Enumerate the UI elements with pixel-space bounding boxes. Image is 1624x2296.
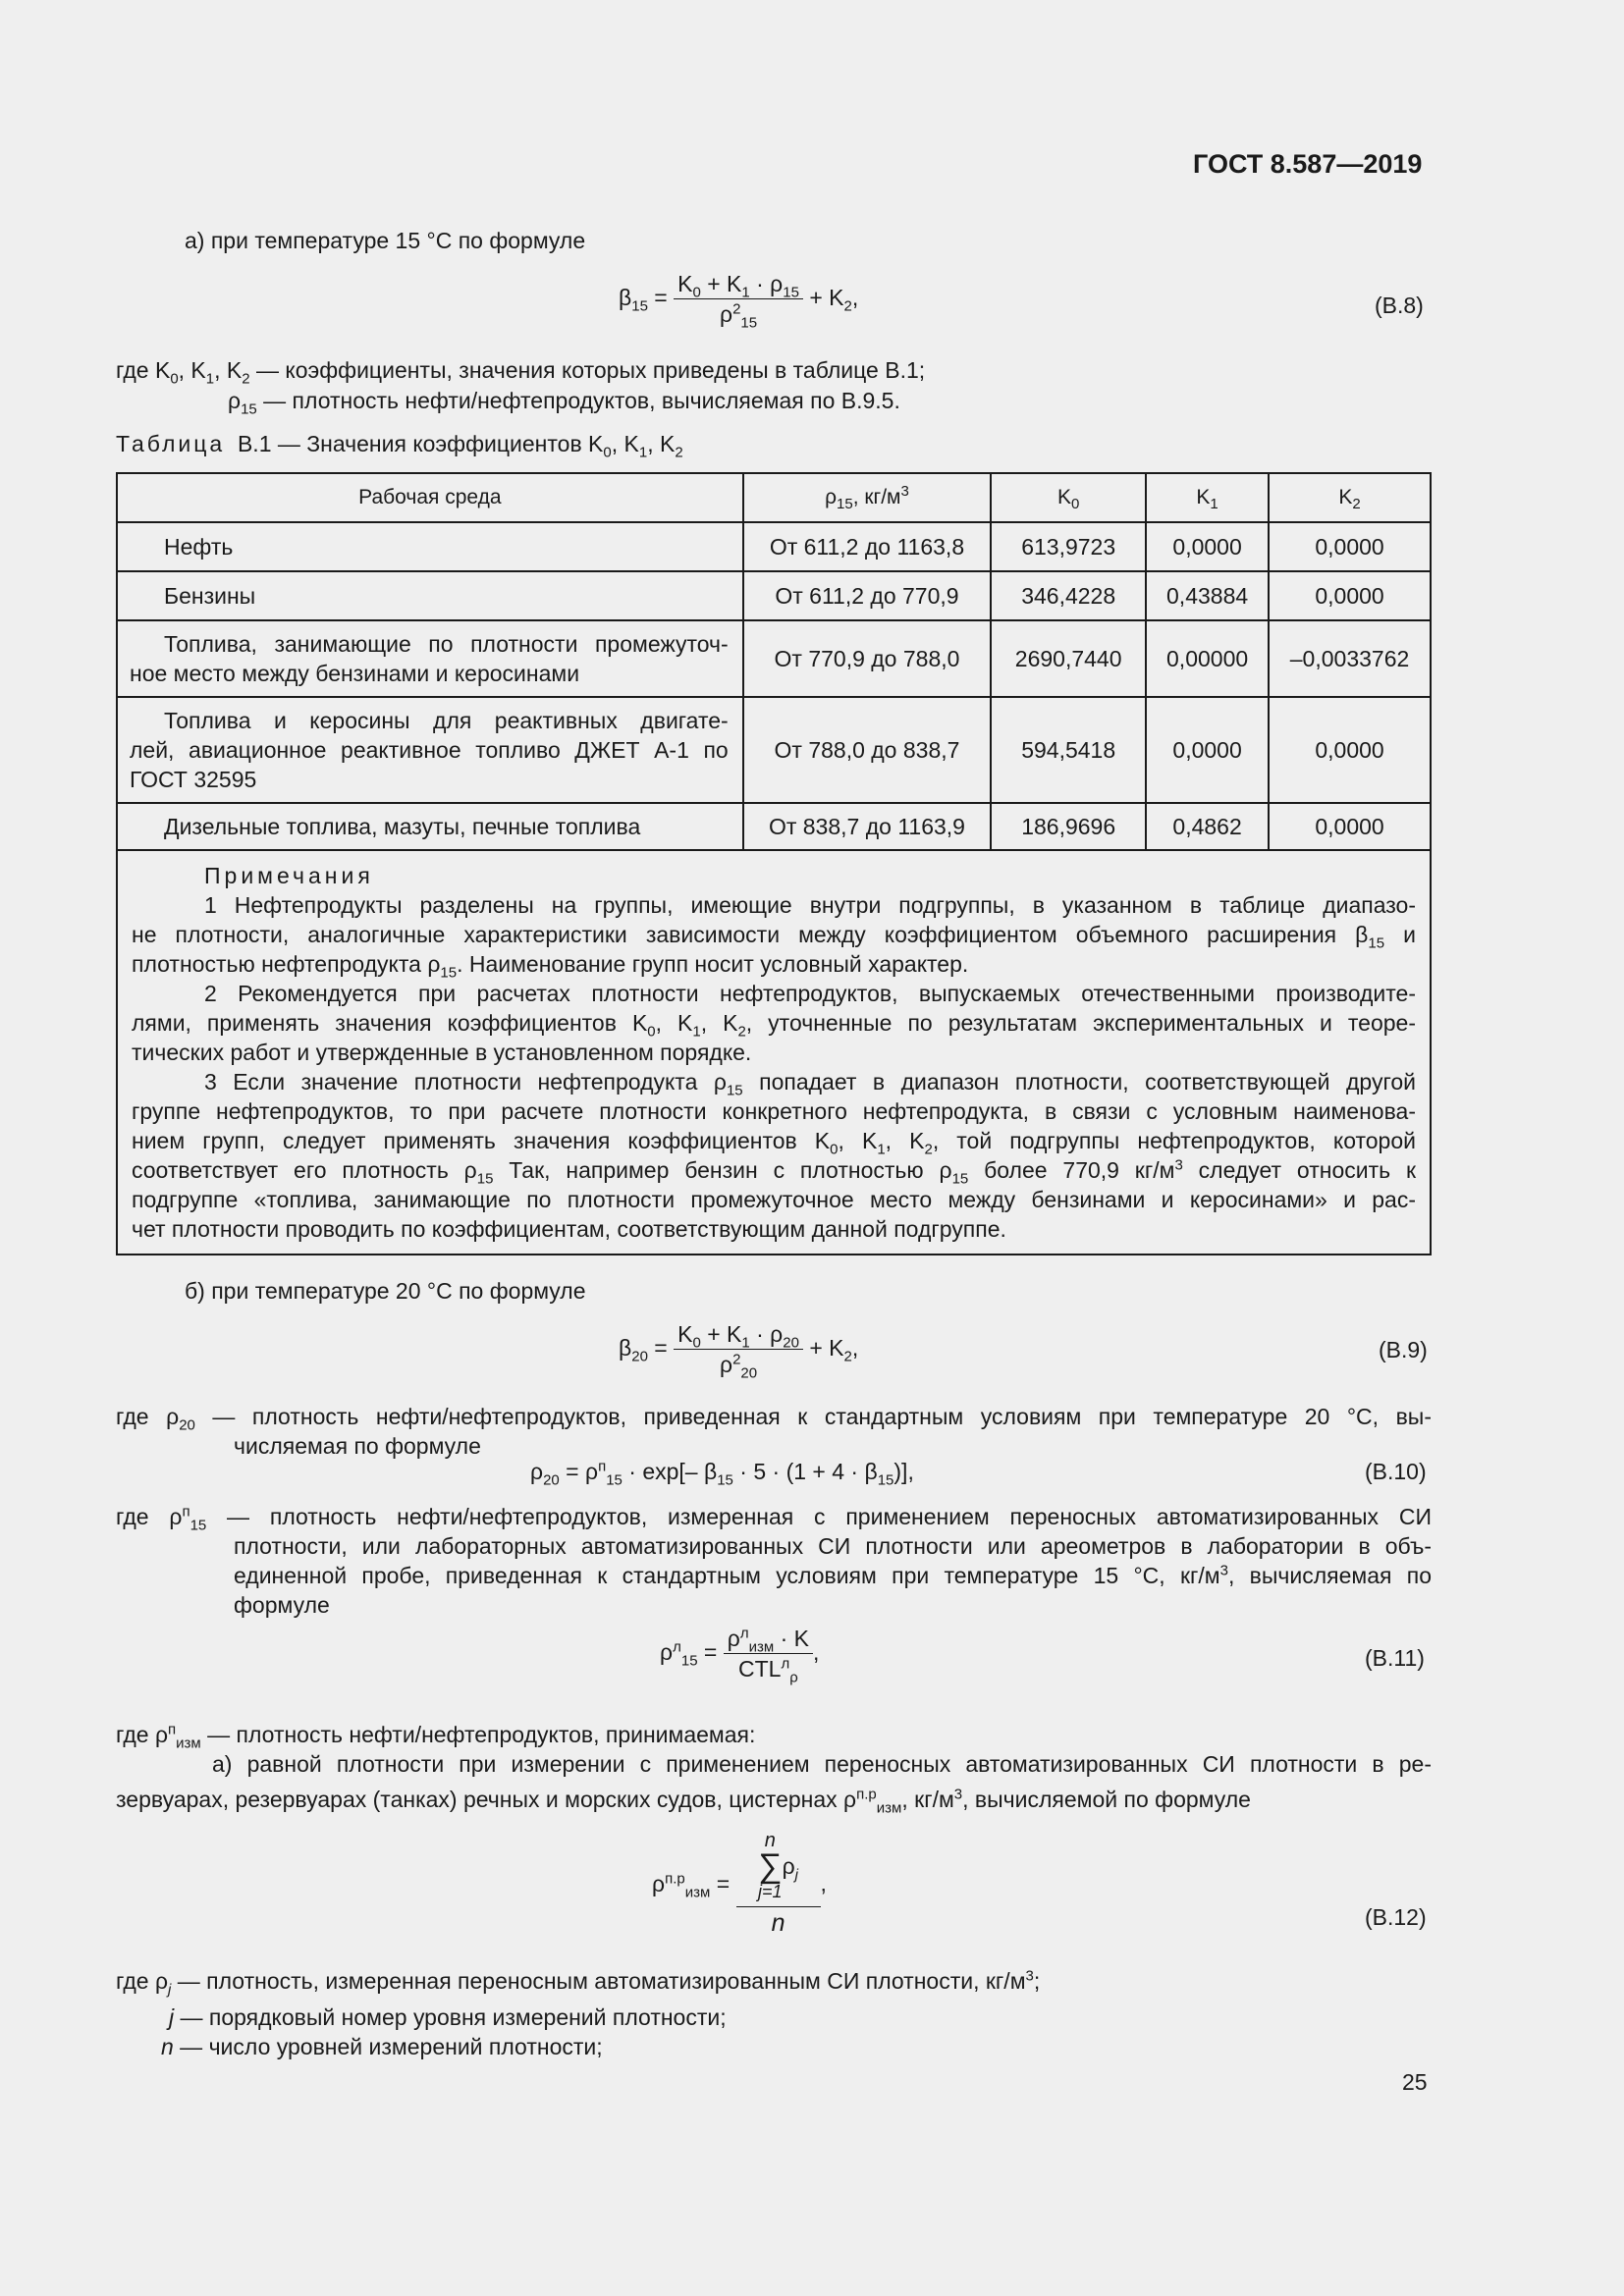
formula-b10: $\rho_{20} = \rho^п_{15} \cdot \exp[-$ $\beta_{15} \cdot 5 \cdot (1 + 4 \cdot \beta_{15})$],	[530, 1458, 914, 1489]
row-k1: 0,0000	[1146, 697, 1269, 803]
table-header-row	[117, 473, 1431, 522]
row-k2: –0,0033762	[1269, 620, 1431, 697]
row-k2: 0,0000	[1269, 571, 1431, 620]
row-k0: 186,9696	[991, 803, 1146, 850]
note-3-line: нием групп, следует применять значения коэффициентов $K_0$, $K_1$, $K_2$, той подгруппы нефтепродуктов, которой	[132, 1128, 1416, 1158]
table-notes-row	[117, 850, 1431, 1255]
row-k2: 0,0000	[1269, 522, 1431, 571]
item-a-text: а) при температуре 15 °С по формуле	[185, 228, 586, 253]
row-k2: 0,0000	[1269, 697, 1431, 803]
note-1-line: 1 Нефтепродукты разделены на группы, имеющие внутри подгруппы, в указанном в таблице диапазо-	[204, 892, 1416, 918]
row-k1: 0,4862	[1146, 803, 1269, 850]
item-b-text: б) при температуре 20 °С по формуле	[185, 1278, 586, 1304]
where-b11-a-line1: а) равной плотности при измерении с применением переносных автоматизированных СИ плотности в ре-	[212, 1751, 1432, 1777]
row-k1: 0,0000	[1146, 522, 1269, 571]
formula-b9-number: (В.9)	[1379, 1337, 1428, 1362]
note-1-line: плотностью нефтепродукта $\rho_{15}$. Наименование групп носит условный характер.	[132, 951, 969, 982]
notes-title: Примечания	[204, 863, 374, 888]
where-b10-line4: формуле	[234, 1592, 330, 1618]
formula-b9: $\beta_{20}$ = $\frac{K_0 + K_1 \cdot \rho_{20}}{\rho^2_{20}}$ + $K_2$,	[619, 1321, 859, 1382]
header-density: $\rho_{15}$, $кг/м^3$	[743, 473, 992, 522]
row-k1: 0,00000	[1146, 620, 1269, 697]
row-range: От 611,2 до 770,9	[743, 571, 992, 620]
formula-b12: $\rho^{п.р}_{изм}$ = n ∑ j=1 $\rho_j$ n ,	[652, 1830, 827, 1937]
where-b11-a-line2: зервуарах, резервуарах (танках) речных и морских судов, цистернах $\rho^{п.р}_{изм}$, $кг/м^3$, вычисляемой по формуле	[116, 1786, 1251, 1817]
where-b12-line3: n — число уровней измерений плотности;	[161, 2034, 603, 2059]
note-2-line: тических работ и утвержденные в установленном порядке.	[132, 1040, 752, 1065]
row-medium: Топлива, занимающие по плотности промежуточ- ное место между бензинами и керосинами	[117, 620, 743, 697]
row-range: От 611,2 до 1163,8	[743, 522, 992, 571]
where-b12-line2: j — порядковый номер уровня измерений плотности;	[169, 2004, 727, 2030]
note-3-line: соответствует его плотность $\rho_{15}$ Так, например бензин с плотностью $\rho_{15}$ более 770,9 $кг/м^3$ следует относить к	[132, 1156, 1417, 1188]
where-b10-line1: где $\rho^п_{15}$ — плотность нефти/нефтепродуктов, измеренная с применением переносных автоматизированных СИ	[116, 1503, 1432, 1534]
note-3-line: подгруппе «топлива, занимающие по плотности промежуточное место между бензинами и керосинами» и рас-	[132, 1187, 1416, 1212]
table-notes	[117, 850, 1431, 1255]
formula-b8: $\beta_{15}$ = $\frac{K_0 + K_1 \cdot \rho_{15}}{\rho^2_{15}}$ + $K_2$,	[619, 271, 859, 332]
where-b9-line2: числяемая по формуле	[234, 1433, 481, 1459]
formula-b10-number: (В.10)	[1365, 1459, 1427, 1484]
header-medium: Рабочая среда	[117, 473, 743, 522]
row-medium: Дизельные топлива, мазуты, печные топлива	[117, 803, 743, 850]
row-k1: 0,43884	[1146, 571, 1269, 620]
row-range: От 770,9 до 788,0	[743, 620, 992, 697]
row-k0: 346,4228	[991, 571, 1146, 620]
table-caption: Таблица В.1 — Значения коэффициентов $K_0$, $K_1$, $K_2$	[116, 431, 683, 461]
formula-b11: $\rho^л_{15}$ = $\frac{\rho^л_{изм} \cdot K}{CTL^л_\rho}$ ,	[660, 1625, 820, 1686]
header-k2: $K_2$	[1269, 473, 1431, 522]
note-2-line: лями, применять значения коэффициентов $K_0$, $K_1$, $K_2$, уточненные по результатам экспериментальных и теоре-	[132, 1010, 1416, 1041]
header-k1: $K_1$	[1146, 473, 1269, 522]
where-b8-line2: $\rho_{15}$ — плотность нефти/нефтепродуктов, вычисляемая по В.9.5.	[228, 388, 900, 418]
where-b12-line1: где $\rho_j$ — плотность, измеренная переносным автоматизированным СИ плотности, $кг/м^3$;	[116, 1967, 1041, 1999]
where-b11-line1: где $\rho^п_{изм}$ — плотность нефти/нефтепродуктов, принимаемая:	[116, 1721, 756, 1752]
row-k0: 2690,7440	[991, 620, 1146, 697]
table-row	[117, 803, 1431, 850]
row-medium: Топлива и керосины для реактивных двигате- лей, авиационное реактивное топливо ДЖЕТ А-1 по ГОСТ 32595	[117, 697, 743, 803]
table-row	[117, 571, 1431, 620]
coefficients-table	[116, 472, 1432, 1255]
formula-b12-number: (В.12)	[1365, 1904, 1427, 1930]
row-k2: 0,0000	[1269, 803, 1431, 850]
row-range: От 838,7 до 1163,9	[743, 803, 992, 850]
row-range: От 788,0 до 838,7	[743, 697, 992, 803]
note-3-line: группе нефтепродуктов, то при расчете плотности конкретного нефтепродукта, в связи с условным наименова-	[132, 1098, 1416, 1124]
note-1-line: не плотности, аналогичные характеристики зависимости между коэффициентом объемного расширения $\beta_{15}$ и	[132, 922, 1417, 952]
where-b8-line1: где $K_0$, $K_1$, $K_2$ — коэффициенты, значения которых приведены в таблице В.1;	[116, 357, 926, 388]
document-id: ГОСТ 8.587—2019	[1193, 149, 1423, 179]
table-row	[117, 620, 1431, 697]
note-3-line: чет плотности проводить по коэффициентам, соответствующим данной подгруппе.	[132, 1216, 1006, 1242]
row-k0: 613,9723	[991, 522, 1146, 571]
header-k0: $K_0$	[991, 473, 1146, 522]
where-b9-line1: где $\rho_{20}$ — плотность нефти/нефтепродуктов, приведенная к стандартным условиям при температуре 20 °С, вы-	[116, 1404, 1432, 1434]
table-row	[117, 697, 1431, 803]
row-medium: Бензины	[117, 571, 743, 620]
row-medium: Нефть	[117, 522, 743, 571]
row-k0: 594,5418	[991, 697, 1146, 803]
where-b10-line2: плотности, или лабораторных автоматизированных СИ плотности или ареометров в лаборатории в объ-	[234, 1533, 1432, 1559]
formula-b11-number: (В.11)	[1365, 1645, 1425, 1671]
page-number: 25	[1402, 2069, 1428, 2095]
note-3-line: 3 Если значение плотности нефтепродукта $\rho_{15}$ попадает в диапазон плотности, соответствующей другой	[204, 1069, 1416, 1099]
table-row	[117, 522, 1431, 571]
formula-b8-number: (В.8)	[1375, 293, 1424, 318]
where-b10-line3: единенной пробе, приведенная к стандартным условиям при температуре 15 °С, $кг/м^3$, вычисляемая по	[234, 1562, 1432, 1588]
note-2-line: 2 Рекомендуется при расчетах плотности нефтепродуктов, выпускаемых отечественными производите-	[204, 981, 1416, 1006]
